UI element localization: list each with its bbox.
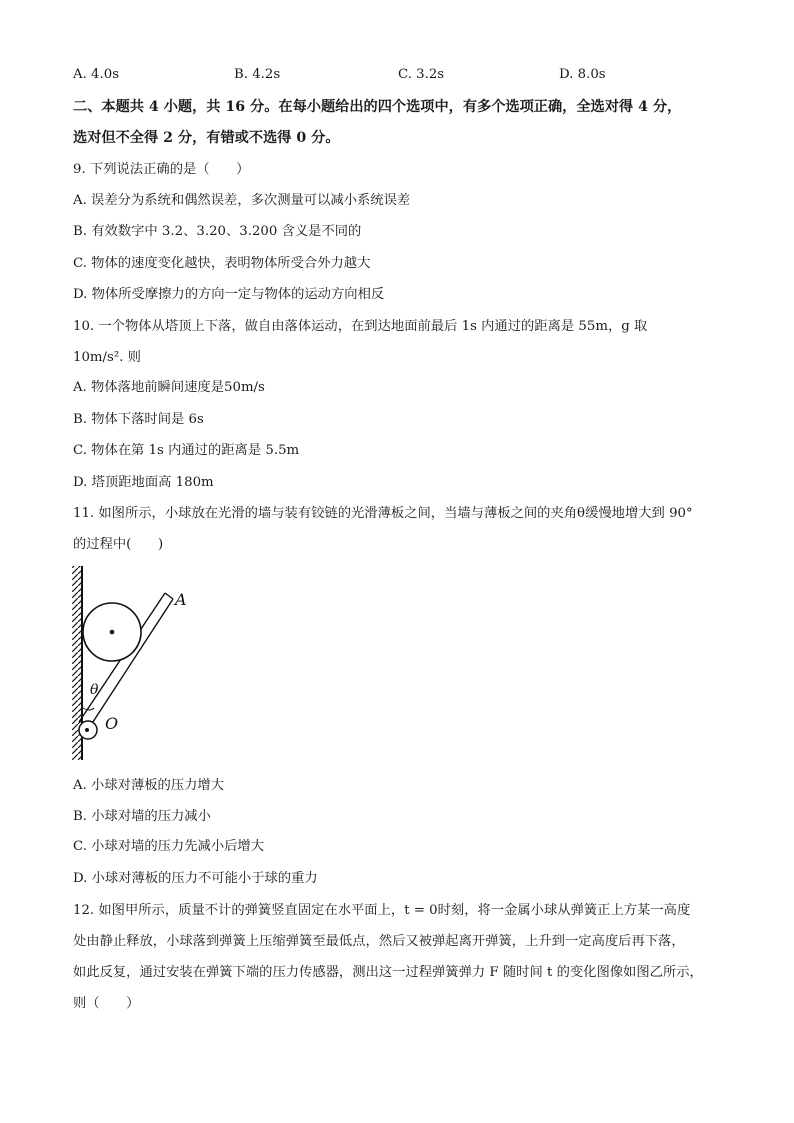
q9-option-b: B. 有效数字中 3.2、3.20、3.200 含义是不同的 [73,224,362,239]
q10-option-a: A. 物体落地前瞬间速度是50m/s [73,380,265,395]
q11-stem-line1: 11. 如图所示，小球放在光滑的墙与装有铰链的光滑薄板之间，当墙与薄板之间的夹角θ缓慢地增大到 90° [73,506,693,521]
ball-center [110,630,115,635]
q10-option-b: B. 物体下落时间是 6s [73,412,204,427]
q11-option-d: D. 小球对薄板的压力不可能小于球的重力 [73,871,318,886]
q9-option-a: A. 误差分为系统和偶然误差，多次测量可以减小系统误差 [73,193,411,208]
q10-stem-line2: 10m/s². 则 [73,350,141,365]
q8-option-d: D. 8.0s [559,67,606,82]
q9-option-d: D. 物体所受摩擦力的方向一定与物体的运动方向相反 [73,287,385,302]
q11-figure [66,562,206,764]
q8-option-b: B. 4.2s [234,67,281,82]
q11-option-a: A. 小球对薄板的压力增大 [73,778,225,793]
hinge-pin [85,728,89,732]
q10-stem-line1: 10. 一个物体从塔顶上下落，做自由落体运动，在到达地面前最后 1s 内通过的距离是 55m，g 取 [73,319,648,334]
section2-heading-line2: 选对但不全得 2 分，有错或不选得 0 分。 [73,130,340,146]
q8-option-c: C. 3.2s [398,67,445,82]
q9-stem: 9. 下列说法正确的是（ ） [73,162,250,177]
label-a: A [175,590,187,609]
q10-option-c: C. 物体在第 1s 内通过的距离是 5.5m [73,443,300,458]
q10-option-d: D. 塔顶距地面高 180m [73,475,214,490]
q11-stem-line2: 的过程中( ) [73,537,164,552]
label-theta: θ [90,682,99,698]
q11-option-c: C. 小球对墙的压力先减小后增大 [73,839,265,854]
q12-line1: 12. 如图甲所示，质量不计的弹簧竖直固定在水平面上，t = 0时刻，将一金属小球从弹簧正上方某一高度 [73,903,691,918]
q9-option-c: C. 物体的速度变化越快，表明物体所受合外力越大 [73,256,371,271]
section2-heading-line1: 二、本题共 4 小题，共 16 分。在每小题给出的四个选项中，有多个选项正确，全选对得 4 分， [73,99,682,115]
q8-option-a: A. 4.0s [73,67,120,82]
q12-line2: 处由静止释放，小球落到弹簧上压缩弹簧至最低点，然后又被弹起离开弹簧，上升到一定高度后再下落， [73,934,685,949]
q12-line4: 则（ ） [73,996,140,1011]
label-o: O [105,714,119,733]
q11-option-b: B. 小球对墙的压力减小 [73,809,211,824]
q12-line3: 如此反复，通过安装在弹簧下端的压力传感器，测出这一过程弹簧弹力 F 随时间 t 的变化图像如图乙所示， [73,965,703,980]
